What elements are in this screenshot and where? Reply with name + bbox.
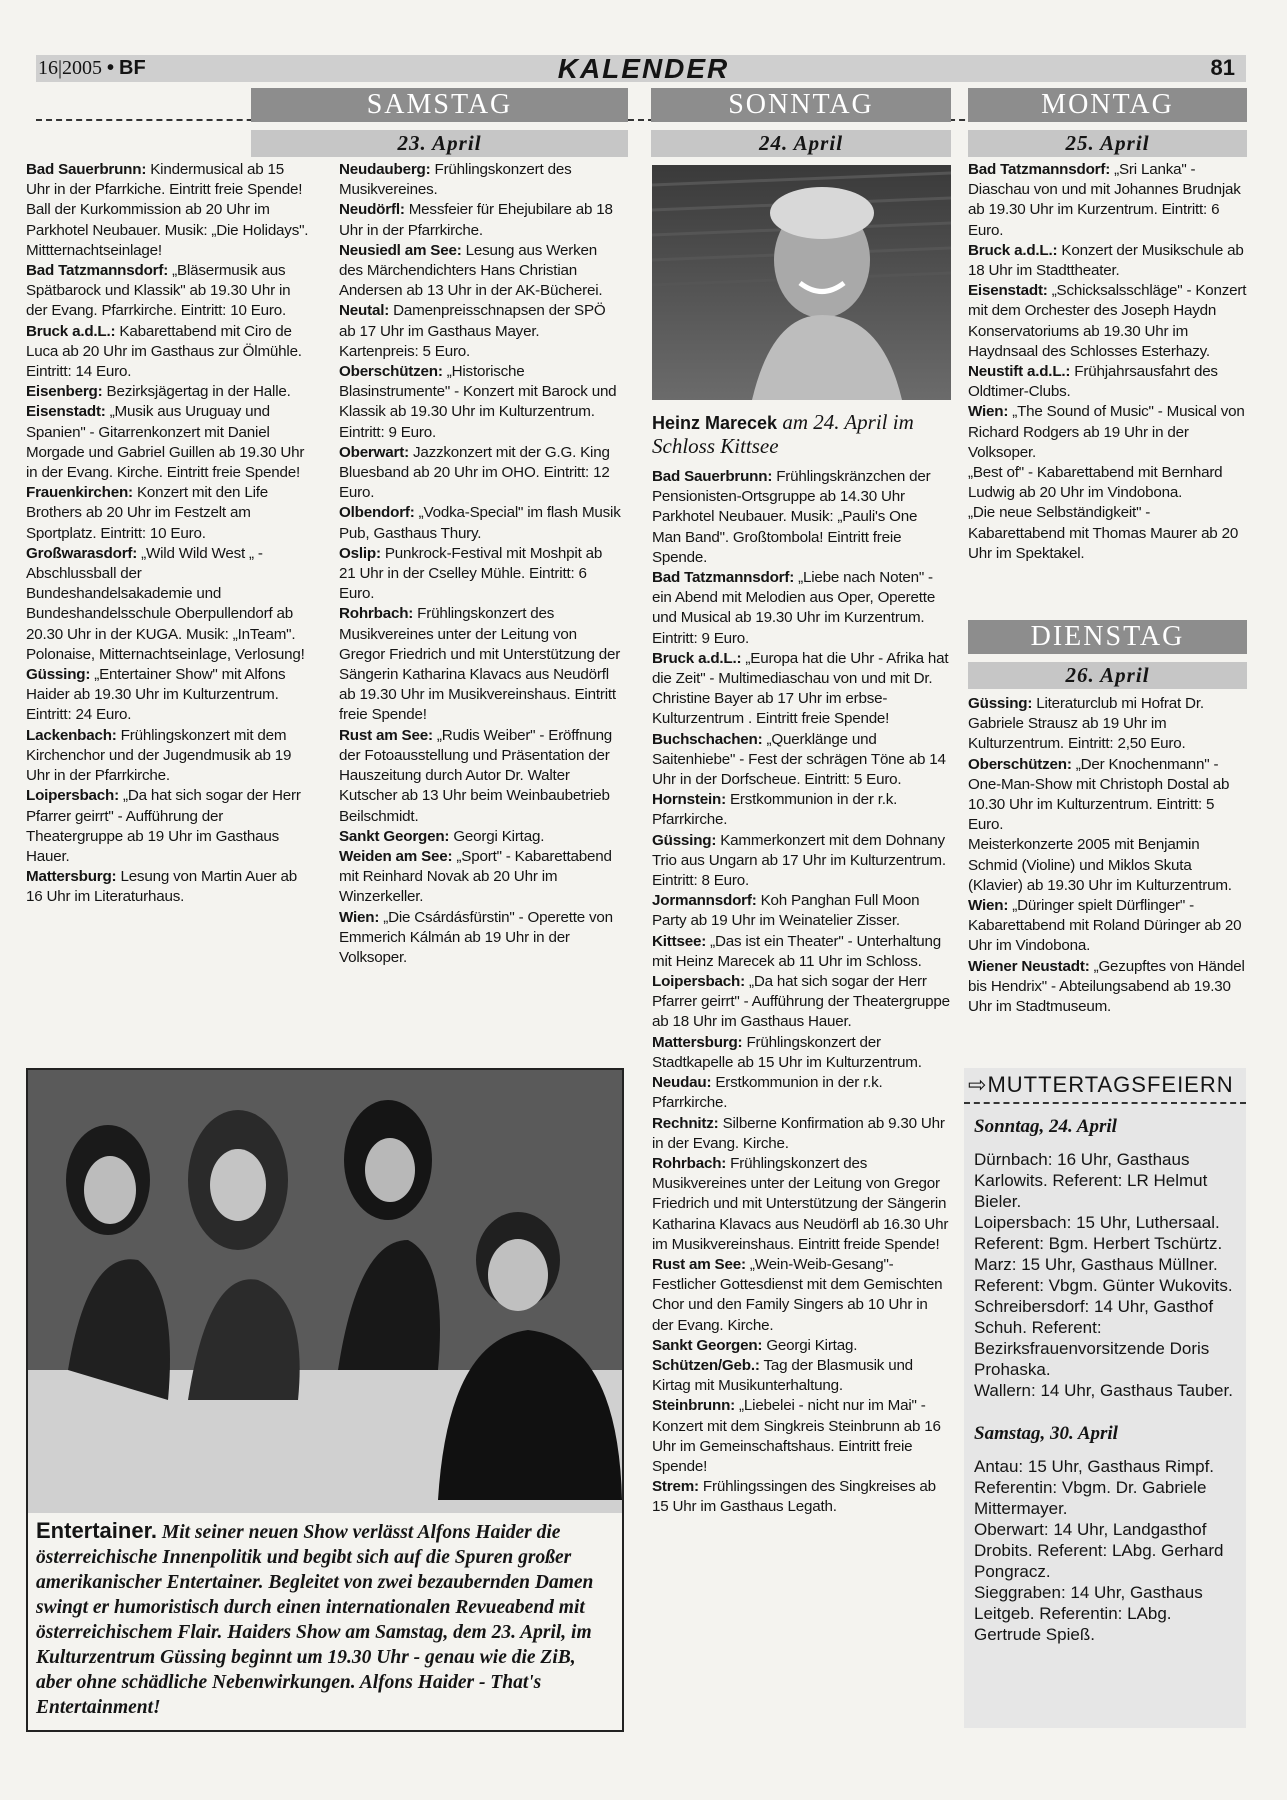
event-entry (26, 382, 309, 402)
event-place: Hornstein: (652, 791, 726, 809)
event-place: Neudau: (652, 1074, 712, 1092)
muttertag-entry: Dürnbach: 16 Uhr, Gasthaus Karlowits. Referent: LR Helmut Bieler. (974, 1150, 1208, 1211)
event-place: Rust am See: (339, 726, 433, 744)
event-entry (652, 467, 950, 568)
event-entry (339, 726, 622, 827)
event-place: Bad Sauerbrunn: (652, 468, 773, 485)
event-text: Tag der Blasmusik und Kirtag mit Musikunterhaltung. (652, 1356, 913, 1395)
event-entry (652, 1154, 950, 1255)
event-text: „Sport" - Kabarettabend mit Reinhard Novak ab 20 Uhr im Winzerkeller. (339, 847, 612, 906)
event-place: Olbendorf: (339, 504, 415, 522)
event-text: „Vodka-Special" im flash Musik Pub, Gasthaus Thury. (339, 504, 621, 542)
event-entry (652, 1396, 950, 1477)
event-entry (339, 160, 622, 200)
event-place: Loipersbach: (652, 973, 745, 991)
event-text: „Schicksalsschläge" - Konzert mit dem Orchester des Joseph Haydn Konservatoriums ab 19.30 Uhr im Haydnsaal des Schlosses Esterhazy. (968, 282, 1247, 360)
event-place: Bruck a.d.L.: (26, 322, 116, 340)
monday-column (968, 160, 1248, 564)
event-entry (652, 730, 950, 791)
event-entry (652, 1033, 950, 1073)
event-text: Georgi Kirtag. (449, 827, 545, 845)
event-entry (968, 957, 1248, 1018)
event-place: Bad Tatzmannsdorf: (26, 262, 169, 280)
event-text: „Die neue Selbständigkeit" - Kabarettabend mit Thomas Maurer ab 20 Uhr im Spektakel. (968, 504, 1239, 562)
event-place: Wien: (968, 897, 1009, 915)
event-place: Lackenbach: (26, 726, 117, 744)
event-text: Frühjahrsausfahrt des Oldtimer-Clubs. (968, 363, 1218, 401)
event-place: Sankt Georgen: (652, 1336, 763, 1354)
day-header-sunday: SONNTAG 24. April (651, 88, 951, 158)
event-entry (26, 867, 309, 907)
event-text: „Bläsermusik aus Spätbarock und Klassik" ab 19.30 Uhr in der Evang. Pfarrkirche. Eintritt: 10 Euro. (26, 262, 291, 320)
event-text: „Sri Lanka" - Diaschau von und mit Johannes Brudnjak ab 19.30 Uhr im Kurzentrum. Eintritt: 6 Euro. (968, 161, 1241, 239)
event-text: Lesung von Martin Auer ab 16 Uhr im Literaturhaus. (26, 868, 297, 906)
muttertag-entry: Loipersbach: 15 Uhr, Luthersaal. Referent: Bgm. Herbert Tschürtz. (974, 1213, 1223, 1253)
event-text: „Die Csárdásfürstin" - Operette von Emmerich Kálmán ab 19 Uhr in der Volksoper. (339, 908, 613, 966)
event-entry (652, 1114, 950, 1154)
event-entry (652, 831, 950, 892)
event-text: „Best of" - Kabarettabend mit Bernhard Ludwig ab 20 Uhr im Vindobona. (968, 464, 1223, 502)
event-entry (968, 694, 1248, 755)
event-text: Meisterkonzerte 2005 mit Benjamin Schmid (Violine) und Miklos Skuta (Klavier) ab 19.30 Uhr im Kulturzentrum. (968, 836, 1232, 894)
event-text: Frühlingskonzert des Musikvereines. (339, 161, 572, 199)
event-entry (652, 932, 950, 972)
event-text: Koh Panghan Full Moon Party ab 19 Uhr im Weinatelier Zisser. (652, 892, 920, 930)
event-place: Bad Tatzmannsdorf: (652, 569, 795, 587)
event-entry (652, 568, 950, 649)
event-place: Neutal: (339, 302, 390, 320)
event-entry (339, 908, 622, 969)
event-text: Erstkommunion in der r.k. Pfarrkirche. (652, 1074, 883, 1112)
event-entry (26, 160, 309, 200)
saturday-column-1 (26, 160, 309, 908)
event-text: Literaturclub mi Hofrat Dr. Gabriele Strausz ab 19 Uhr im Kulturzentrum. Eintritt: 2,50 Euro. (968, 695, 1204, 753)
muttertag-entry: Sieggraben: 14 Uhr, Gasthaus Leitgeb. Referentin: LAbg. Gertrude Spieß. (974, 1583, 1203, 1644)
muttertag-entry: Antau: 15 Uhr, Gasthaus Rimpf. Referentin: Vbgm. Dr. Gabriele Mittermayer. (974, 1457, 1215, 1518)
entertainer-caption: Entertainer. Mit seiner neuen Show verlässt Alfons Haider die österreichische Innenpolitik und begibt sich auf die Spuren großer amerikanischer Entertainer. Begleitet von zwei bezaubernden Damen swingt er humoristisch durch einen internationalen Revueabend mit österreichischem Flair. Haiders Show am Samstag, dem 23. April, im Kulturzentrum Güssing beginnt um 19.30 Uhr - genau wie die ZiB, aber ohne schädliche Nebenwirkungen. Alfons Haider - That's Entertainment! (36, 1518, 594, 1718)
event-entry (968, 463, 1248, 503)
event-text: „Historische Blasinstrumente" - Konzert mit Barock und Klassik ab 19.30 Uhr im Kulturzentrum. Eintritt: 9 Euro. (339, 363, 617, 441)
event-entry (26, 402, 309, 483)
heinz-marecek-photo (652, 165, 951, 400)
event-entry (652, 891, 950, 931)
muttertag-entry: Wallern: 14 Uhr, Gasthaus Tauber. (974, 1381, 1233, 1400)
sunday-column (652, 467, 950, 1518)
event-text: „Wein-Weib-Gesang"- Festlicher Gottesdienst mit dem Gemischten Chor und den Family Singers ab 10 Uhr in der Evang. Kirche. (652, 1255, 943, 1334)
event-entry (968, 503, 1248, 564)
event-place: Eisenstadt: (968, 282, 1048, 300)
event-entry (26, 261, 309, 322)
event-text: Bezirksjägertag in der Halle. (102, 383, 291, 401)
event-place: Eisenberg: (26, 383, 103, 401)
event-place: Oberschützen: (968, 755, 1072, 773)
event-place: Rechnitz: (652, 1114, 719, 1132)
event-entry (26, 665, 309, 726)
event-entry (968, 241, 1248, 281)
event-text: „Rudis Weiber" - Eröffnung der Fotoausstellung und Präsentation der Hauszeitung durch Autor Dr. Walter Kutscher ab 13 Uhr beim Weinbaubetrieb Beilschmidt. (339, 726, 613, 825)
event-place: Wien: (339, 908, 380, 926)
event-place: Eisenstadt: (26, 403, 106, 421)
event-entry (339, 604, 622, 725)
event-entry (339, 847, 622, 908)
event-entry (339, 301, 622, 362)
event-text: Lesung aus Werken des Märchendichters Hans Christian Andersen ab 13 Uhr in der AK-Bücherei. (339, 241, 603, 300)
event-text: Messfeier für Ehejubilare ab 18 Uhr in der Pfarrkirche. (339, 201, 613, 239)
event-place: Schützen/Geb.: (652, 1356, 760, 1374)
event-text: Punkrock-Festival mit Moshpit ab 21 Uhr in der Cselley Mühle. Eintritt: 6 Euro. (339, 544, 603, 603)
event-entry (968, 402, 1248, 463)
event-text: Kabarettabend mit Ciro de Luca ab 20 Uhr im Gasthaus zur Ölmühle. Eintritt: 14 Euro. (26, 322, 302, 381)
event-place: Neustift a.d.L.: (968, 363, 1071, 381)
event-entry (652, 790, 950, 830)
event-place: Neusiedl am See: (339, 241, 462, 259)
event-entry (652, 1255, 950, 1336)
muttertag-title: ⇨MUTTERTAGSFEIERN (968, 1072, 1234, 1097)
event-text: „Liebe nach Noten" - ein Abend mit Melodien aus Oper, Operette und Musical ab 19.30 Uhr im Kurzentrum. Eintritt: 9 Euro. (652, 569, 936, 647)
issue-number: 16|2005 • BF (38, 57, 146, 79)
muttertag-entry: Oberwart: 14 Uhr, Landgasthof Drobits. Referent: LAbg. Gerhard Pongracz. (974, 1520, 1224, 1581)
event-place: Rohrbach: (339, 605, 414, 623)
event-entry (652, 1477, 950, 1517)
event-text: „Europa hat die Uhr - Afrika hat die Zeit" - Multimediaschau von und mit Dr. Christine Bayer ab 17 Uhr im erbse-Kulturzentrum . Eintritt freie Spende! (652, 649, 949, 728)
event-place: Frauenkirchen: (26, 484, 133, 502)
event-entry (339, 200, 622, 240)
event-text: Kammerkonzert mit dem Dohnany Trio aus Ungarn ab 17 Uhr im Kulturzentrum. Eintritt: 8 Euro. (652, 831, 946, 890)
event-entry (339, 443, 622, 504)
event-text: „The Sound of Music" - Musical von Richard Rodgers ab 19 Uhr in der Volksoper. (968, 403, 1245, 461)
event-text: Ball der Kurkommission ab 20 Uhr im Parkhotel Neubauer. Musik: „Die Holidays". Mittternachtseinlage! (26, 201, 309, 259)
event-place: Güssing: (652, 831, 717, 849)
event-place: Oberschützen: (339, 363, 443, 381)
event-text: Frühlingskonzert des Musikvereines unter der Leitung von Gregor Friedrich und mit Unterstützung der Sängerin Katharina Klavacs aus Neudörfl ab 16.30 Uhr im Musikvereinshaus. Eintritt freide Spende! (652, 1154, 949, 1253)
page-number: 81 (1210, 55, 1235, 80)
muttertag-entry: Schreibersdorf: 14 Uhr, Gasthof Schuh. Referent: Bezirksfrauenvorsitzende Doris Prohaska. (974, 1297, 1214, 1379)
event-entry (652, 1073, 950, 1113)
event-entry (26, 322, 309, 383)
event-place: Bad Tatzmannsdorf: (968, 161, 1111, 178)
day-header-tuesday: DIENSTAG 26. April (968, 620, 1247, 690)
event-place: Bad Sauerbrunn: (26, 161, 147, 178)
muttertag-box (964, 1068, 1246, 1728)
event-entry (968, 755, 1248, 836)
event-text: „Gezupftes von Händel bis Hendrix" - Abteilungsabend ab 19.30 Uhr im Stadtmuseum. (968, 957, 1245, 1016)
event-entry (652, 1356, 950, 1396)
photo-caption: Heinz Marecek am 24. April im Schloss Kittsee (652, 410, 914, 458)
event-place: Strem: (652, 1478, 699, 1496)
event-place: Mattersburg: (652, 1033, 743, 1051)
event-text: „Entertainer Show" mit Alfons Haider ab 19.30 Uhr im Kulturzentrum. Eintritt: 24 Euro. (26, 666, 286, 724)
event-text: Georgi Kirtag. (762, 1336, 858, 1354)
event-place: Rust am See: (652, 1255, 746, 1273)
event-text: Silberne Konfirmation ab 9.30 Uhr in der Evang. Kirche. (652, 1114, 945, 1152)
event-place: Rohrbach: (652, 1154, 727, 1172)
event-text: Frühlingskränzchen der Pensionisten-Ortsgruppe ab 14.30 Uhr Parkhotel Neubauer. Musik: „Pauli's One Man Band". Großtombola! Eintritt freie Spende. (652, 468, 931, 566)
event-place: Oslip: (339, 544, 381, 562)
event-entry (26, 726, 309, 787)
event-text: „Das ist ein Theater" - Unterhaltung mit Heinz Marecek ab 11 Uhr im Schloss. (652, 932, 942, 970)
event-place: Oberwart: (339, 443, 409, 461)
event-entry (26, 786, 309, 867)
event-text: „Da hat sich sogar der Herr Pfarrer geirrt" - Aufführung der Theatergruppe ab 19 Uhr im Gasthaus Hauer. (26, 787, 301, 865)
event-text: Erstkommunion in der r.k. Pfarrkirche. (652, 791, 898, 829)
event-text: Kindermusical ab 15 Uhr in der Pfarrkiche. Eintritt freie Spende! (26, 161, 303, 199)
event-text: Frühlingskonzert mit dem Kirchenchor und der Jugendmusik ab 19 Uhr in der Pfarrkirche. (26, 726, 292, 785)
event-entry (26, 544, 309, 665)
event-entry (968, 160, 1248, 241)
event-text: Frühlingskonzert der Stadtkapelle ab 15 Uhr im Kulturzentrum. (652, 1033, 922, 1071)
event-entry (26, 483, 309, 544)
event-place: Steinbrunn: (652, 1397, 736, 1415)
event-text: „Musik aus Uruguay und Spanien" - Gitarrenkonzert mit Daniel Morgade und Gabriel Guillen ab 19.30 Uhr in der Evang. Kirche. Eintritt freie Spende! (26, 403, 305, 482)
event-text: „Der Knochenmann" - One-Man-Show mit Christoph Dostal ab 10.30 Uhr im Kulturzentrum. Eintritt: 5 Euro. (968, 755, 1230, 834)
event-entry (652, 649, 950, 730)
event-place: Güssing: (26, 666, 91, 684)
event-entry (339, 241, 622, 302)
event-text: Konzert mit den Life Brothers ab 20 Uhr im Festzelt am Sportplatz. Eintritt: 10 Euro. (26, 484, 269, 542)
event-place: Loipersbach: (26, 787, 119, 805)
event-place: Wiener Neustadt: (968, 957, 1090, 975)
event-entry (968, 281, 1248, 362)
entertainer-feature (26, 1068, 624, 1732)
tuesday-column (968, 694, 1248, 1017)
muttertag-list: Sonntag, 24. April Dürnbach: 16 Uhr, Gasthaus Karlowits. Referent: LR Helmut Bieler. Loipersbach: 15 Uhr, Luthersaal. Referent: Bgm. Herbert Tschürtz. Marz: 15 Uhr, Gasthaus Müllner. Referent: Vbgm. Günter Wukovits. Schreibersdorf: 14 Uhr, Gasthof Schuh. Referent: Bezirksfrauenvorsitzende Doris Prohaska. Wallern: 14 Uhr, Gasthaus Tauber. Samstag, 30. April Antau: 15 Uhr, Gasthaus Rimpf. Referentin: Vbgm. Dr. Gabriele Mittermayer. Oberwart: 14 Uhr, Landgasthof Drobits. Referent: LAbg. Gerhard Pongracz. Sieggraben: 14 Uhr, Gasthaus Leitgeb. Referentin: LAbg. Gertrude Spieß. (974, 1116, 1242, 1645)
event-place: Neudauberg: (339, 161, 431, 178)
event-place: Güssing: (968, 695, 1033, 712)
event-entry (968, 896, 1248, 957)
event-place: Buchschachen: (652, 730, 763, 748)
event-entry (339, 362, 622, 443)
event-text: Damenpreisschnapsen der SPÖ ab 17 Uhr im Gasthaus Mayer. Kartenpreis: 5 Euro. (339, 302, 606, 360)
day-header-saturday: SAMSTAG 23. April (251, 88, 628, 158)
event-place: Großwarasdorf: (26, 544, 138, 562)
event-entry (652, 1336, 950, 1356)
event-entry (339, 544, 622, 605)
event-text: Konzert der Musikschule ab 18 Uhr im Stadttheater. (968, 241, 1244, 280)
event-text: Jazzkonzert mit der G.G. King Bluesband ab 20 Uhr im OHO. Eintritt: 12 Euro. (339, 443, 610, 502)
entertainer-photo (28, 1070, 622, 1513)
event-text: „Düringer spielt Dürflinger" - Kabarettabend mit Roland Düringer ab 20 Uhr im Vindobona. (968, 897, 1242, 955)
event-entry (339, 827, 622, 847)
event-place: Bruck a.d.L.: (968, 241, 1058, 259)
event-text: Frühlingssingen des Singkreises ab 15 Uhr im Gasthaus Legath. (652, 1478, 936, 1516)
arrow-icon: ⇨ (968, 1072, 988, 1097)
event-place: Mattersburg: (26, 868, 117, 886)
brand-logo: BF (119, 57, 146, 79)
event-place: Wien: (968, 403, 1009, 421)
event-text: „Querklänge und Saitenhiebe" - Fest der schrägen Töne ab 14 Uhr in der Dorfscheue. Eintritt: 5 Euro. (652, 730, 946, 789)
event-entry (968, 835, 1248, 896)
event-entry (26, 200, 309, 261)
event-entry (652, 972, 950, 1033)
event-place: Jormannsdorf: (652, 892, 757, 910)
event-text: „Da hat sich sogar der Herr Pfarrer geirrt" - Aufführung der Theatergruppe ab 18 Uhr im Gasthaus Hauer. (652, 973, 950, 1031)
event-place: Bruck a.d.L.: (652, 649, 742, 667)
event-place: Weiden am See: (339, 847, 453, 865)
section-title: KALENDER (557, 53, 730, 84)
event-text: Frühlingskonzert des Musikvereines unter der Leitung von Gregor Friedrich und mit Unterstützung der Sängerin Katharina Klavacs aus Neudörfl ab 19.30 Uhr im Musikvereinshaus. Eintritt freie Spende! (339, 605, 621, 724)
event-entry (968, 362, 1248, 402)
saturday-column-2 (339, 160, 622, 968)
event-text: „Wild Wild West „ - Abschlussball der Bundeshandelsakademie und Bundeshandelsschule Oberpullendorf ab 20.30 Uhr in der KUGA. Musik: „InTeam". Polonaise, Mitternachtseinlage, Verlosung! (26, 544, 305, 663)
day-header-monday: MONTAG 25. April (968, 88, 1247, 158)
event-place: Sankt Georgen: (339, 827, 450, 845)
event-text: „Liebelei - nicht nur im Mai" - Konzert mit dem Singkreis Steinbrunn ab 16 Uhr im Gemeinschaftshaus. Eintritt freie Spende! (652, 1397, 941, 1475)
event-entry (339, 503, 622, 543)
event-place: Neudörfl: (339, 201, 405, 219)
muttertag-entry: Marz: 15 Uhr, Gasthaus Müllner. Referent: Vbgm. Günter Wukovits. (974, 1255, 1233, 1295)
event-place: Kittsee: (652, 932, 707, 950)
